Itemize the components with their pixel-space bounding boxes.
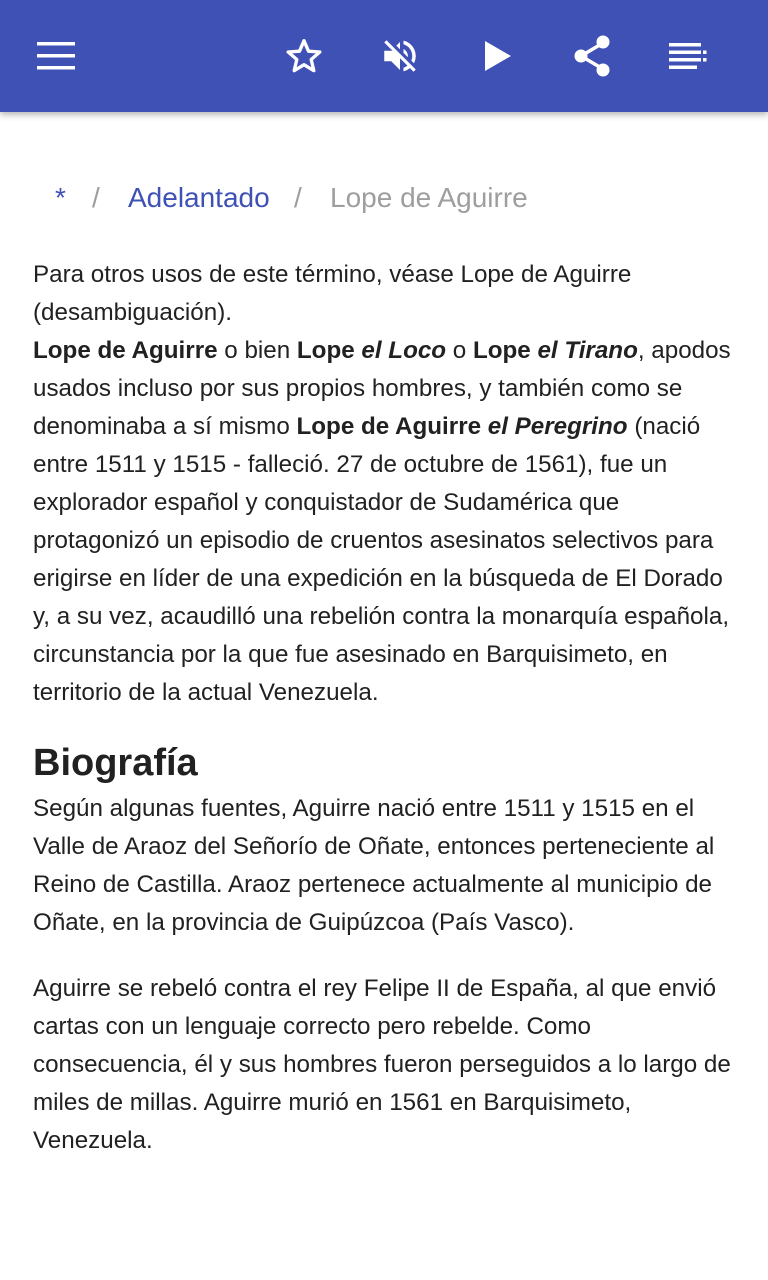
section-heading-biografia: Biografía xyxy=(33,742,198,784)
mute-button[interactable] xyxy=(368,24,432,88)
hatnote: Para otros usos de este término, véase Lope de Aguirre (desambiguación). xyxy=(33,261,632,326)
article-body xyxy=(33,256,743,1160)
volume-off-icon xyxy=(379,35,421,77)
share-icon xyxy=(572,35,612,77)
breadcrumb xyxy=(0,176,768,220)
menu-icon xyxy=(37,42,75,70)
breadcrumb-separator: / xyxy=(92,182,100,213)
biography-paragraph-1: Según algunas fuentes, Aguirre nació entre 1511 y 1515 en el Valle de Araoz del Señorío de Oñate, entonces perteneciente al Reino de Castilla. Araoz pertenece actualmente al municipio de Oñate, en la provincia de Guipúzcoa (País Vasco). xyxy=(33,795,715,936)
play-icon xyxy=(485,41,511,71)
nickname-loco: Lope el Loco xyxy=(296,337,447,364)
breadcrumb-current: Lope de Aguirre xyxy=(330,182,528,213)
favorite-button[interactable] xyxy=(272,24,336,88)
menu-button[interactable] xyxy=(24,24,88,88)
share-button[interactable] xyxy=(560,24,624,88)
intro-paragraph: Lope de Aguirre o bien Lope el Loco o Lope el Tirano, apodos usados incluso por sus propios hombres, y también como se denominaba a sí mismo Lope de Aguirre el Peregrino (nació entre 1511 y 1515 - falleció. 27 de octubre de 1561), fue un explorador español y conquistador de Sudamérica que protagonizó un episodio de cruentos asesinatos selectivos para erigirse en líder de una expedición en la búsqueda de El Dorado y, a su vez, acaudilló una rebelión contra la monarquía española, circunstancia por la que fue asesinado en Barquisimeto, en territorio de la actual Venezuela. xyxy=(33,337,731,706)
play-button[interactable] xyxy=(466,24,530,88)
app-bar xyxy=(0,0,768,112)
breadcrumb-separator: / xyxy=(294,182,302,213)
playlist-icon xyxy=(669,43,707,69)
star-outline-icon xyxy=(284,36,324,76)
nickname-tirano: Lope el Tirano xyxy=(472,337,638,364)
contents-button[interactable] xyxy=(656,24,720,88)
nickname-peregrino: Lope de Aguirre el Peregrino xyxy=(296,413,628,440)
breadcrumb-parent-link[interactable]: Adelantado xyxy=(128,182,270,213)
biography-paragraph-2: Aguirre se rebeló contra el rey Felipe II de España, al que envió cartas con un lenguaje correcto pero rebelde. Como consecuencia, él y sus hombres fueron perseguidos a lo largo de miles de millas. Aguirre murió en 1561 en Barquisimeto, Venezuela. xyxy=(33,975,731,1154)
subject-name: Lope de Aguirre xyxy=(33,337,218,364)
breadcrumb-home[interactable]: * xyxy=(55,182,66,213)
